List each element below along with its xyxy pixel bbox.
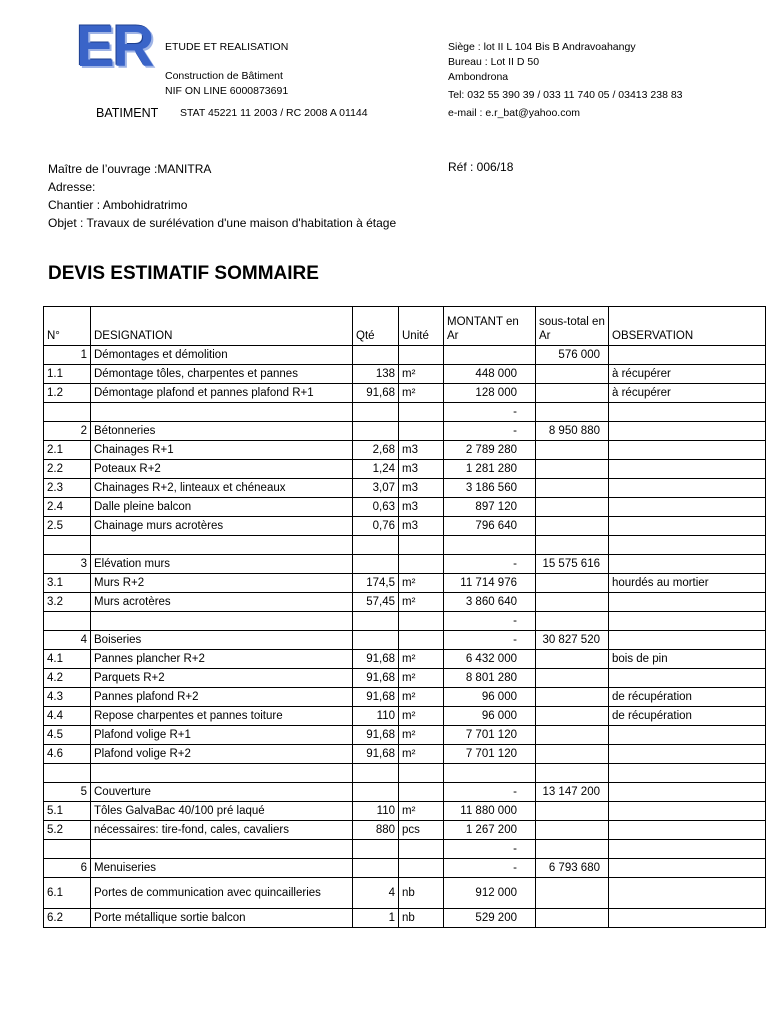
table-row [44, 783, 766, 802]
cell-observation [609, 821, 766, 840]
cell-designation: Démontages et démolition [91, 346, 353, 365]
cell-observation [609, 403, 766, 422]
cell-amount: 6 432 000 [444, 650, 536, 669]
cell-observation: de récupération [609, 688, 766, 707]
cell-unit [399, 840, 444, 859]
cell-amount: 2 789 280 [444, 441, 536, 460]
cell-amount: 448 000 [444, 365, 536, 384]
cell-observation: de récupération [609, 707, 766, 726]
cell-quantity: 91,68 [353, 688, 399, 707]
cell-quantity [353, 422, 399, 441]
cell-observation [609, 859, 766, 878]
cell-amount: 96 000 [444, 688, 536, 707]
cell-designation: Démontage tôles, charpentes et pannes [91, 365, 353, 384]
cell-designation: Bétonneries [91, 422, 353, 441]
cell-subtotal [536, 574, 609, 593]
cell-unit: nb [399, 878, 444, 909]
cell-designation [91, 403, 353, 422]
cell-number: 4.4 [44, 707, 91, 726]
cell-unit [399, 555, 444, 574]
cell-observation [609, 878, 766, 909]
cell-observation [609, 802, 766, 821]
cell-subtotal [536, 384, 609, 403]
cell-quantity: 138 [353, 365, 399, 384]
site-location: Chantier : Ambohidratrimo [48, 198, 188, 212]
cell-subtotal [536, 802, 609, 821]
table-header-row [44, 307, 766, 346]
cell-number: 6.2 [44, 909, 91, 928]
header-number: N° [44, 307, 91, 346]
cell-amount [444, 346, 536, 365]
cell-observation [609, 764, 766, 783]
table-row [44, 802, 766, 821]
cell-number: 6 [44, 859, 91, 878]
cell-observation [609, 745, 766, 764]
table-row [44, 479, 766, 498]
cell-amount: 7 701 120 [444, 745, 536, 764]
cell-amount: - [444, 859, 536, 878]
cell-unit: pcs [399, 821, 444, 840]
cell-observation [609, 441, 766, 460]
header-unit: Unité [399, 307, 444, 346]
table-row [44, 460, 766, 479]
cell-designation: Boiseries [91, 631, 353, 650]
company-phone: Tel: 032 55 390 39 / 033 11 740 05 / 03413 238 83 [448, 89, 683, 101]
cell-quantity: 174,5 [353, 574, 399, 593]
cell-number [44, 612, 91, 631]
cell-unit [399, 403, 444, 422]
cell-designation: Plafond volige R+1 [91, 726, 353, 745]
cell-designation: nécessaires: tire-fond, cales, cavaliers [91, 821, 353, 840]
cell-number: 2.1 [44, 441, 91, 460]
cell-amount: 897 120 [444, 498, 536, 517]
cell-observation: bois de pin [609, 650, 766, 669]
company-activity: ETUDE ET REALISATION [165, 41, 289, 53]
table-row [44, 574, 766, 593]
cell-number: 4.1 [44, 650, 91, 669]
cell-quantity: 91,68 [353, 384, 399, 403]
cell-quantity: 1,24 [353, 460, 399, 479]
cell-subtotal [536, 441, 609, 460]
cell-designation [91, 612, 353, 631]
cell-quantity: 110 [353, 802, 399, 821]
cell-amount: 912 000 [444, 878, 536, 909]
cell-unit: nb [399, 909, 444, 928]
cell-subtotal [536, 909, 609, 928]
cell-designation: Démontage plafond et pannes plafond R+1 [91, 384, 353, 403]
table-body [44, 346, 766, 928]
table-row [44, 555, 766, 574]
table-row [44, 707, 766, 726]
table-row [44, 517, 766, 536]
cell-observation [609, 536, 766, 555]
cell-number: 2.4 [44, 498, 91, 517]
cell-unit [399, 764, 444, 783]
cell-subtotal [536, 707, 609, 726]
company-stat: STAT 45221 11 2003 / RC 2008 A 01144 [180, 107, 368, 119]
cell-amount: 3 860 640 [444, 593, 536, 612]
cell-designation: Dalle pleine balcon [91, 498, 353, 517]
cell-observation [609, 422, 766, 441]
cell-unit [399, 783, 444, 802]
cell-unit [399, 346, 444, 365]
cell-number [44, 403, 91, 422]
table-row [44, 669, 766, 688]
cell-subtotal [536, 726, 609, 745]
cell-quantity [353, 783, 399, 802]
cell-designation: Parquets R+2 [91, 669, 353, 688]
cell-quantity [353, 403, 399, 422]
company-locality: Ambondrona [448, 71, 509, 83]
cell-quantity [353, 840, 399, 859]
cell-number: 2.2 [44, 460, 91, 479]
cell-unit [399, 422, 444, 441]
table-row [44, 593, 766, 612]
cell-number: 5 [44, 783, 91, 802]
cell-quantity: 91,68 [353, 669, 399, 688]
cell-unit: m3 [399, 441, 444, 460]
cell-unit: m² [399, 384, 444, 403]
cell-observation [609, 612, 766, 631]
cell-designation [91, 764, 353, 783]
table-row [44, 650, 766, 669]
cell-unit: m² [399, 574, 444, 593]
cell-unit: m² [399, 688, 444, 707]
cell-subtotal [536, 650, 609, 669]
cell-quantity: 4 [353, 878, 399, 909]
cell-observation [609, 479, 766, 498]
cell-amount: 1 281 280 [444, 460, 536, 479]
table-row [44, 688, 766, 707]
table-row [44, 878, 766, 909]
table-row [44, 821, 766, 840]
reference-number: Réf : 006/18 [448, 160, 514, 174]
cell-number: 1.2 [44, 384, 91, 403]
cell-designation: Pannes plafond R+2 [91, 688, 353, 707]
table-row [44, 745, 766, 764]
table-row [44, 764, 766, 783]
table-row [44, 840, 766, 859]
cell-subtotal [536, 517, 609, 536]
cell-quantity: 91,68 [353, 726, 399, 745]
cell-amount: 3 186 560 [444, 479, 536, 498]
cell-observation [609, 346, 766, 365]
header-amount: MONTANT en Ar [444, 307, 536, 346]
cell-number: 4.3 [44, 688, 91, 707]
cell-designation: Chainages R+2, linteaux et chéneaux [91, 479, 353, 498]
cell-designation: Plafond volige R+2 [91, 745, 353, 764]
cell-amount: 7 701 120 [444, 726, 536, 745]
cell-quantity [353, 555, 399, 574]
cell-subtotal: 30 827 520 [536, 631, 609, 650]
cell-quantity: 0,76 [353, 517, 399, 536]
cell-quantity: 57,45 [353, 593, 399, 612]
cell-amount: 96 000 [444, 707, 536, 726]
header-subtotal: sous-total en Ar [536, 307, 609, 346]
cell-observation [609, 840, 766, 859]
cell-unit: m² [399, 745, 444, 764]
cell-subtotal [536, 840, 609, 859]
estimate-table [43, 306, 766, 928]
cell-unit: m² [399, 365, 444, 384]
cell-number: 4 [44, 631, 91, 650]
cell-amount: - [444, 783, 536, 802]
cell-subtotal [536, 460, 609, 479]
cell-number: 3 [44, 555, 91, 574]
header-quantity: Qté [353, 307, 399, 346]
client-name: Maître de l’ouvrage :MANITRA [48, 162, 212, 176]
cell-amount: 11 880 000 [444, 802, 536, 821]
cell-unit: m3 [399, 460, 444, 479]
header-designation: DESIGNATION [91, 307, 353, 346]
company-description: Construction de Bâtiment [165, 70, 283, 82]
cell-quantity: 3,07 [353, 479, 399, 498]
cell-quantity: 110 [353, 707, 399, 726]
cell-unit [399, 612, 444, 631]
cell-unit [399, 536, 444, 555]
cell-number: 4.2 [44, 669, 91, 688]
cell-quantity [353, 859, 399, 878]
cell-unit: m² [399, 669, 444, 688]
cell-designation [91, 840, 353, 859]
cell-quantity: 91,68 [353, 745, 399, 764]
project-info [48, 160, 396, 232]
cell-observation [609, 460, 766, 479]
company-email: e-mail : e.r_bat@yahoo.com [448, 107, 581, 119]
cell-observation [609, 593, 766, 612]
table-row [44, 726, 766, 745]
table-row [44, 498, 766, 517]
document-title: DEVIS ESTIMATIF SOMMAIRE [48, 263, 319, 284]
cell-unit: m3 [399, 479, 444, 498]
cell-unit: m3 [399, 517, 444, 536]
cell-unit: m² [399, 593, 444, 612]
cell-amount: 1 267 200 [444, 821, 536, 840]
cell-amount: 11 714 976 [444, 574, 536, 593]
cell-number: 1.1 [44, 365, 91, 384]
cell-observation [609, 631, 766, 650]
table-row [44, 612, 766, 631]
cell-subtotal: 15 575 616 [536, 555, 609, 574]
cell-quantity: 2,68 [353, 441, 399, 460]
cell-observation: à récupérer [609, 384, 766, 403]
project-object: Objet : Travaux de surélévation d'une maison d'habitation à étage [48, 216, 397, 230]
cell-subtotal [536, 479, 609, 498]
cell-designation: Murs acrotères [91, 593, 353, 612]
cell-unit: m3 [399, 498, 444, 517]
cell-designation: Murs R+2 [91, 574, 353, 593]
cell-observation [609, 498, 766, 517]
cell-observation [609, 555, 766, 574]
cell-subtotal [536, 821, 609, 840]
cell-subtotal [536, 612, 609, 631]
table-row [44, 365, 766, 384]
cell-amount: - [444, 631, 536, 650]
cell-unit: m² [399, 802, 444, 821]
cell-subtotal: 13 147 200 [536, 783, 609, 802]
cell-number: 6.1 [44, 878, 91, 909]
company-bureau: Bureau : Lot II D 50 [448, 56, 540, 68]
cell-number [44, 536, 91, 555]
cell-number [44, 764, 91, 783]
table-row [44, 403, 766, 422]
cell-unit [399, 631, 444, 650]
cell-subtotal [536, 365, 609, 384]
cell-subtotal [536, 498, 609, 517]
cell-unit: m² [399, 726, 444, 745]
company-info-right [448, 40, 683, 121]
cell-subtotal [536, 536, 609, 555]
cell-unit [399, 859, 444, 878]
cell-number [44, 840, 91, 859]
table-row [44, 384, 766, 403]
cell-subtotal [536, 593, 609, 612]
cell-subtotal [536, 764, 609, 783]
cell-subtotal [536, 688, 609, 707]
cell-number: 2 [44, 422, 91, 441]
cell-observation: à récupérer [609, 365, 766, 384]
cell-unit: m² [399, 707, 444, 726]
cell-quantity [353, 536, 399, 555]
cell-number: 4.5 [44, 726, 91, 745]
table-row [44, 631, 766, 650]
client-address: Adresse: [48, 180, 96, 194]
cell-quantity [353, 764, 399, 783]
cell-subtotal: 8 950 880 [536, 422, 609, 441]
cell-designation: Repose charpentes et pannes toiture [91, 707, 353, 726]
cell-subtotal [536, 878, 609, 909]
cell-designation: Menuiseries [91, 859, 353, 878]
cell-amount: 796 640 [444, 517, 536, 536]
cell-amount: - [444, 403, 536, 422]
cell-subtotal [536, 669, 609, 688]
cell-observation [609, 909, 766, 928]
company-nif: NIF ON LINE 6000873691 [165, 85, 289, 97]
company-info-left [165, 40, 288, 99]
table-row [44, 909, 766, 928]
company-logo: ER [76, 14, 153, 79]
cell-designation: Chainage murs acrotères [91, 517, 353, 536]
cell-quantity [353, 612, 399, 631]
cell-observation: hourdés au mortier [609, 574, 766, 593]
cell-amount: - [444, 555, 536, 574]
table-row [44, 441, 766, 460]
cell-number: 5.2 [44, 821, 91, 840]
table-row [44, 536, 766, 555]
cell-number: 3.1 [44, 574, 91, 593]
cell-amount: - [444, 612, 536, 631]
cell-subtotal: 6 793 680 [536, 859, 609, 878]
cell-amount: - [444, 840, 536, 859]
cell-quantity [353, 346, 399, 365]
cell-unit: m² [399, 650, 444, 669]
cell-quantity: 1 [353, 909, 399, 928]
cell-amount: 128 000 [444, 384, 536, 403]
cell-number: 3.2 [44, 593, 91, 612]
cell-designation: Portes de communication avec quincailleries [91, 878, 353, 909]
table-row [44, 859, 766, 878]
company-name: BATIMENT [96, 106, 159, 120]
cell-designation: Pannes plancher R+2 [91, 650, 353, 669]
cell-designation: Chainages R+1 [91, 441, 353, 460]
cell-observation [609, 669, 766, 688]
cell-designation: Poteaux R+2 [91, 460, 353, 479]
cell-observation [609, 726, 766, 745]
header-observation: OBSERVATION [609, 307, 766, 346]
cell-number: 2.5 [44, 517, 91, 536]
cell-amount [444, 764, 536, 783]
cell-amount: 8 801 280 [444, 669, 536, 688]
cell-amount: 529 200 [444, 909, 536, 928]
cell-number: 4.6 [44, 745, 91, 764]
cell-observation [609, 517, 766, 536]
cell-amount [444, 536, 536, 555]
cell-quantity: 880 [353, 821, 399, 840]
table-row [44, 422, 766, 441]
cell-designation: Tôles GalvaBac 40/100 pré laqué [91, 802, 353, 821]
cell-amount: - [444, 422, 536, 441]
company-siege: Siège : lot II L 104 Bis B Andravoahangy [448, 41, 636, 53]
cell-subtotal [536, 745, 609, 764]
cell-number: 2.3 [44, 479, 91, 498]
cell-quantity [353, 631, 399, 650]
cell-number: 5.1 [44, 802, 91, 821]
cell-quantity: 0,63 [353, 498, 399, 517]
cell-quantity: 91,68 [353, 650, 399, 669]
cell-designation [91, 536, 353, 555]
table-row [44, 346, 766, 365]
cell-designation: Porte métallique sortie balcon [91, 909, 353, 928]
cell-observation [609, 783, 766, 802]
cell-designation: Couverture [91, 783, 353, 802]
cell-subtotal: 576 000 [536, 346, 609, 365]
cell-designation: Elévation murs [91, 555, 353, 574]
cell-subtotal [536, 403, 609, 422]
cell-number: 1 [44, 346, 91, 365]
